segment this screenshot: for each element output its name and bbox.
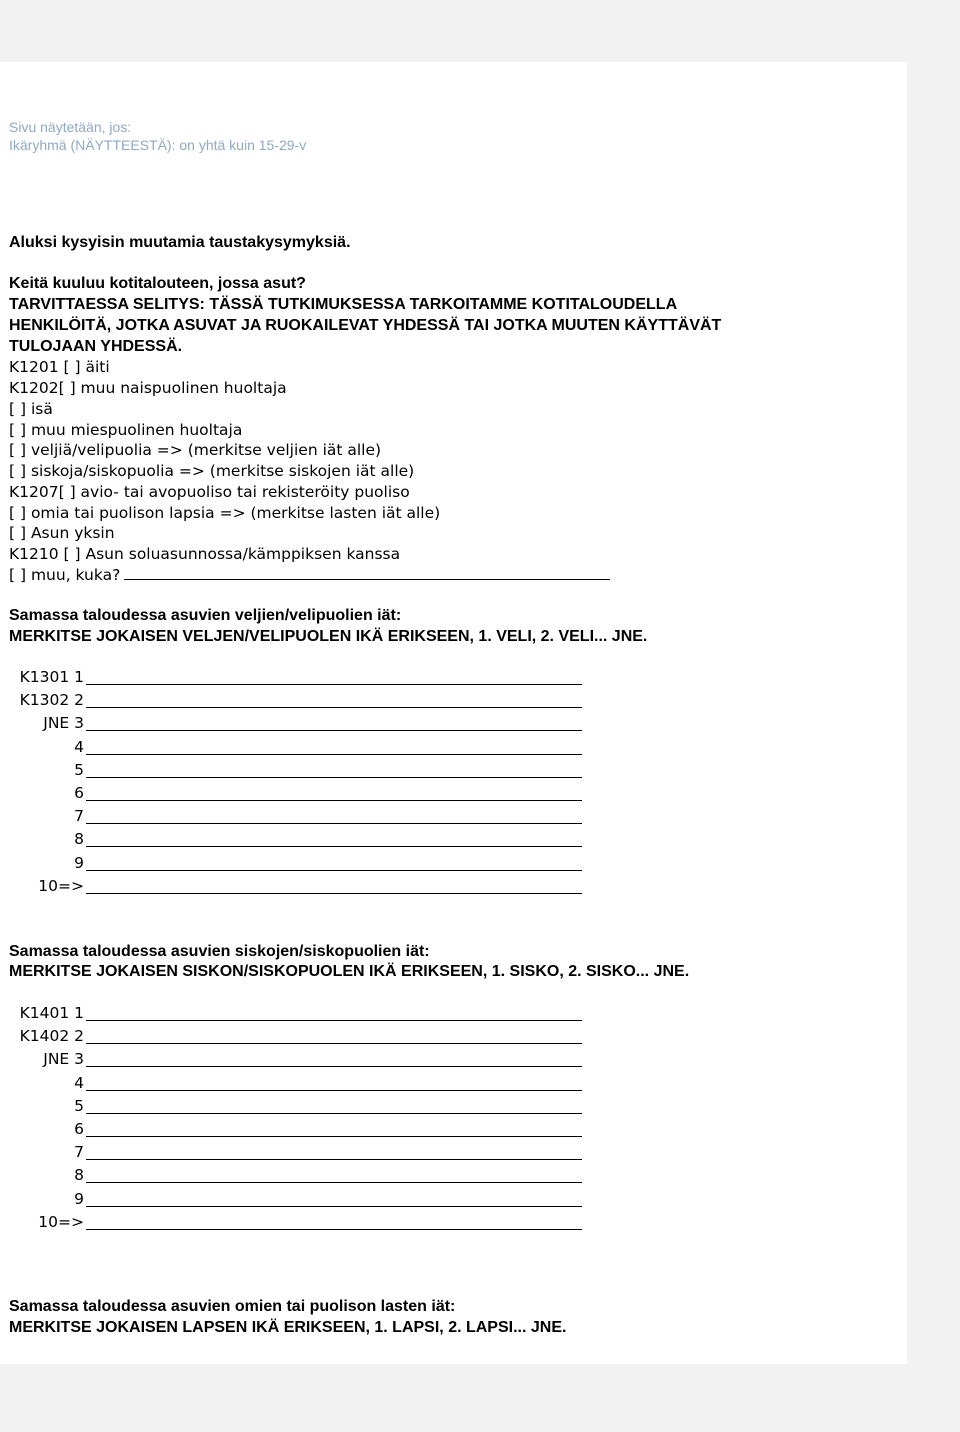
sisters-instruction: MERKITSE JOKAISEN SISKON/SISKOPUOLEN IKÄ ERIKSEEN, 1. SISKO, 2. SISKO... JNE. <box>9 963 690 980</box>
option-children[interactable] <box>9 503 440 523</box>
option-label: [ ] isä <box>9 400 53 418</box>
age-entry-field[interactable] <box>86 1229 582 1230</box>
age-row-text: K1302 2 <box>19 691 84 710</box>
explanation-line-2: HENKILÖITÄ, JOTKA ASUVAT JA RUOKAILEVAT YHDESSÄ TAI JOTKA MUUTEN KÄYTTÄVÄT <box>9 317 722 334</box>
option-label: [ ] omia tai puolison lapsia => (merkitse lasten iät alle) <box>9 504 441 522</box>
option-spouse[interactable] <box>9 482 410 502</box>
age-row-text: K1401 1 <box>19 1004 84 1022</box>
option-mother[interactable] <box>9 357 110 377</box>
age-row-text: JNE 3 <box>43 1050 84 1069</box>
age-entry-field[interactable] <box>86 1066 582 1067</box>
age-row-text: 9 <box>74 1189 84 1208</box>
condition-line-1: Sivu näytetään, jos: <box>9 119 132 135</box>
option-other-female-guardian[interactable] <box>9 378 287 398</box>
brothers-instruction: MERKITSE JOKAISEN VELJEN/VELIPUOLEN IKÄ ERIKSEEN, 1. VELI, 2. VELI... JNE. <box>9 628 648 645</box>
age-entry-field[interactable] <box>86 754 582 755</box>
age-row-text: 8 <box>74 1166 84 1185</box>
condition-line-2: Ikäryhmä (NÄYTTEESTÄ): on yhtä kuin 15-29-v <box>9 137 307 153</box>
age-row-text: 7 <box>74 807 84 826</box>
age-row-text: JNE 3 <box>43 714 84 733</box>
option-label: K1201 [ ] äiti <box>9 358 110 376</box>
age-entry-field[interactable] <box>86 893 582 894</box>
option-label: K1202[ ] muu naispuolinen huoltaja <box>9 379 287 397</box>
option-live-alone[interactable] <box>9 523 115 543</box>
other-who-field[interactable] <box>124 578 610 580</box>
age-entry-field[interactable] <box>86 1090 582 1091</box>
age-entry-field[interactable] <box>86 1020 582 1021</box>
display-condition <box>9 118 306 154</box>
age-entry-field[interactable] <box>86 800 582 801</box>
option-father[interactable] <box>9 399 53 419</box>
age-entry-field[interactable] <box>86 1043 582 1044</box>
children-instruction: MERKITSE JOKAISEN LAPSEN IKÄ ERIKSEEN, 1. LAPSI, 2. LAPSI... JNE. <box>9 1319 567 1336</box>
age-entry-field[interactable] <box>86 846 582 847</box>
explanation-line-3: TULOJAAN YHDESSÄ. <box>9 338 183 355</box>
age-row-text: 6 <box>74 1120 84 1138</box>
option-label: [ ] veljiä/velipuolia => (merkitse veljien iät alle) <box>9 441 382 459</box>
age-row-text: 5 <box>74 1096 84 1115</box>
age-row-text: K1402 2 <box>19 1027 84 1046</box>
age-entry-field[interactable] <box>86 823 582 824</box>
intro-text: Aluksi kysyisin muutamia taustakysymyksiä. <box>9 234 351 251</box>
option-sisters[interactable] <box>9 461 414 481</box>
age-entry-field[interactable] <box>86 1206 582 1207</box>
option-label: K1210 [ ] Asun soluasunnossa/kämppiksen kanssa <box>9 545 401 563</box>
age-row-text: 4 <box>74 1073 84 1092</box>
option-label: [ ] muu, kuka? <box>9 566 121 584</box>
option-label: [ ] muu miespuolinen huoltaja <box>9 421 243 439</box>
sisters-heading: Samassa taloudessa asuvien siskojen/siskopuolien iät: <box>9 943 430 960</box>
option-label: [ ] Asun yksin <box>9 524 115 542</box>
age-entry-field[interactable] <box>86 1136 582 1137</box>
option-brothers[interactable] <box>9 440 381 460</box>
option-other-male-guardian[interactable] <box>9 420 242 440</box>
age-row-text: K1301 1 <box>19 668 84 686</box>
children-heading: Samassa taloudessa asuvien omien tai puolison lasten iät: <box>9 1298 456 1315</box>
option-shared-flat[interactable] <box>9 544 400 564</box>
age-row-text: 8 <box>74 830 84 849</box>
age-row-text: 7 <box>74 1143 84 1162</box>
age-entry-field[interactable] <box>86 707 582 708</box>
age-entry-field[interactable] <box>86 870 582 871</box>
option-other-who[interactable] <box>9 565 610 585</box>
age-row-text: 10=> <box>38 1212 84 1231</box>
age-entry-field[interactable] <box>86 730 582 731</box>
age-entry-field[interactable] <box>86 777 582 778</box>
document-page <box>0 62 907 1364</box>
brothers-heading: Samassa taloudessa asuvien veljien/velipuolien iät: <box>9 607 402 624</box>
age-row-text: 5 <box>74 760 84 779</box>
question-text: Keitä kuuluu kotitalouteen, jossa asut? <box>9 275 306 292</box>
age-row-text: 9 <box>74 853 84 872</box>
age-entry-field[interactable] <box>86 1159 582 1160</box>
age-row-text: 4 <box>74 737 84 756</box>
age-entry-field[interactable] <box>86 1113 582 1114</box>
age-row-text: 6 <box>74 784 84 802</box>
age-entry-field[interactable] <box>86 1182 582 1183</box>
option-label: K1207[ ] avio- tai avopuoliso tai rekisteröity puoliso <box>9 483 410 501</box>
option-label: [ ] siskoja/siskopuolia => (merkitse siskojen iät alle) <box>9 462 415 480</box>
age-row-text: 10=> <box>38 876 84 895</box>
age-entry-field[interactable] <box>86 684 582 685</box>
explanation-line-1: TARVITTAESSA SELITYS: TÄSSÄ TUTKIMUKSESSA TARKOITAMME KOTITALOUDELLA <box>9 296 678 313</box>
